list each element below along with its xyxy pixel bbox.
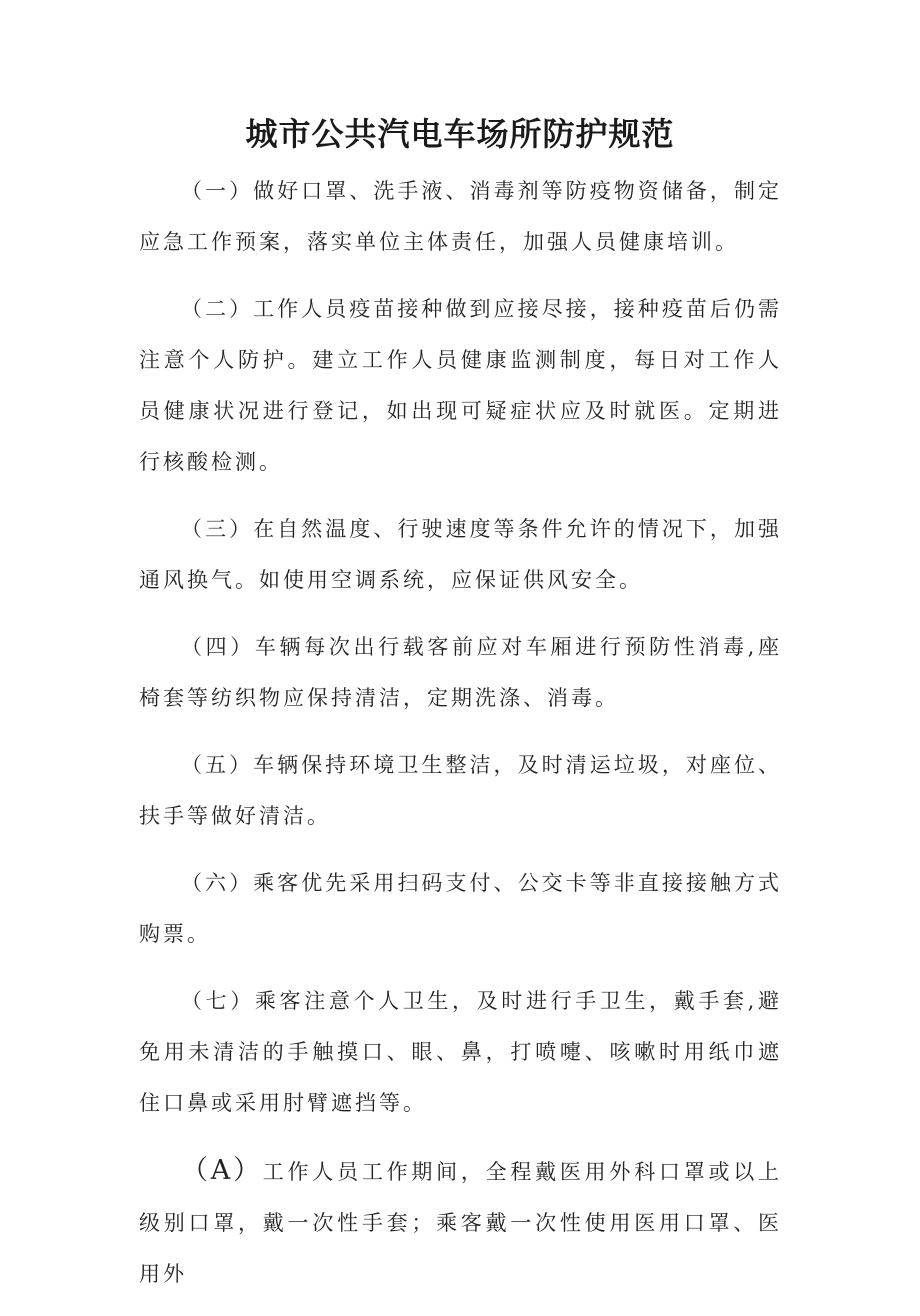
paragraph-text: 在自然温度、行驶速度等条件允许的情况下，加强通风换气。如使用空调系统，应保证供风安全。 — [139, 517, 782, 592]
paragraph-4 — [139, 622, 782, 724]
paragraph-7 — [139, 976, 782, 1129]
paragraph-text: 乘客优先采用扫码支付、公交卡等非直接接触方式购票。 — [139, 871, 782, 946]
paragraph-text: 乘客注意个人卫生，及时进行手卫生，戴手套,避免用未清洁的手触摸口、眼、鼻，打喷嚏、咳嗽时用纸巾遮住口鼻或采用肘臂遮挡等。 — [139, 989, 782, 1115]
document-title: 城市公共汽电车场所防护规范 — [245, 115, 675, 153]
paragraph-5 — [139, 740, 782, 842]
paragraph-label: （六） — [181, 871, 254, 895]
paragraph-label: （三） — [181, 517, 254, 541]
paragraph-label: （四） — [181, 635, 255, 659]
paragraph-label: （五） — [181, 753, 254, 777]
paragraph-text: 车辆保持环境卫生整洁，及时清运垃圾，对座位、扶手等做好清洁。 — [139, 753, 782, 828]
paragraph-label: （A） — [181, 1155, 263, 1186]
paragraph-2 — [139, 284, 782, 488]
paragraph-text: 工作人员疫苗接种做到应接尽接，接种疫苗后仍需注意个人防护。建立工作人员健康监测制度，每日对工作人员健康状况进行登记，如出现可疑症状应及时就医。定期进行核酸检测。 — [139, 297, 782, 474]
paragraph-8 — [139, 1145, 782, 1300]
paragraph-text: 车辆每次出行载客前应对车厢进行预防性消毒,座椅套等纺织物应保持清洁，定期洗涤、消毒。 — [139, 635, 782, 710]
paragraph-text: 工作人员工作期间，全程戴医用外科口罩或以上级别口罩，戴一次性手套；乘客戴一次性使用医用口罩、医用外 — [139, 1160, 782, 1286]
paragraph-label: （一） — [181, 179, 254, 203]
paragraph-3 — [139, 504, 782, 606]
paragraph-label: （七） — [181, 989, 255, 1013]
paragraph-6 — [139, 858, 782, 960]
paragraph-1 — [139, 166, 782, 268]
paragraph-text: 做好口罩、洗手液、消毒剂等防疫物资储备，制定应急工作预案，落实单位主体责任，加强人员健康培训。 — [139, 179, 782, 254]
paragraph-label: （二） — [181, 297, 254, 321]
document-body — [139, 166, 782, 1316]
